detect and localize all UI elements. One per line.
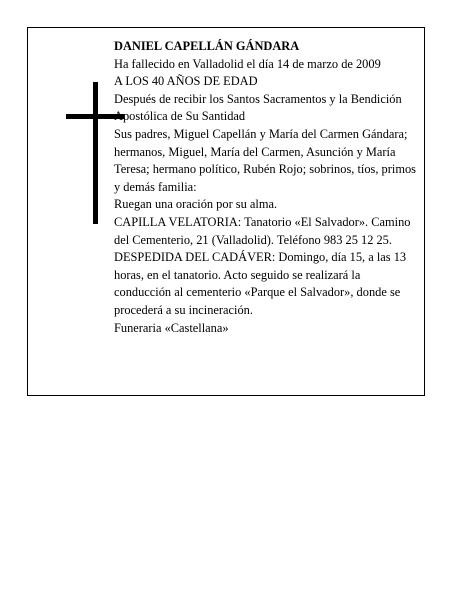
farewell-info: DESPEDIDA DEL CADÁVER: Domingo, día 15, a las 13 horas, en el tanatorio. Acto seguido se realizará la conducción al cementerio «Parque el Salvador», donde se procederá a su incineración. xyxy=(114,250,407,317)
deceased-name: DANIEL CAPELLÁN GÁNDARA xyxy=(114,39,300,53)
prayer-request: Ruegan una oración por su alma. xyxy=(114,197,278,212)
age-statement: A LOS 40 AÑOS DE EDAD xyxy=(114,74,258,89)
death-statement: Ha fallecido en Valladolid el día 14 de marzo de 2009 xyxy=(114,56,381,71)
sacraments-statement: Después de recibir los Santos Sacramentos y la Bendición Apostólica de Su Santidad xyxy=(114,91,402,124)
funeral-home: Funeraria «Castellana» xyxy=(114,320,229,335)
obituary-text xyxy=(114,38,419,337)
family-statement: Sus padres, Miguel Capellán y María del Carmen Gándara; hermanos, Miguel, María del Carmen, Asunción y María Teresa; hermano político, Rubén Rojo; sobrinos, tíos, primos y demás familia: xyxy=(114,126,416,194)
chapel-info: CAPILLA VELATORIA: Tanatorio «El Salvador». Camino del Cementerio, 21 (Valladolid). Teléfono 983 25 12 25. xyxy=(114,214,411,247)
cross-vertical-bar xyxy=(93,82,98,224)
